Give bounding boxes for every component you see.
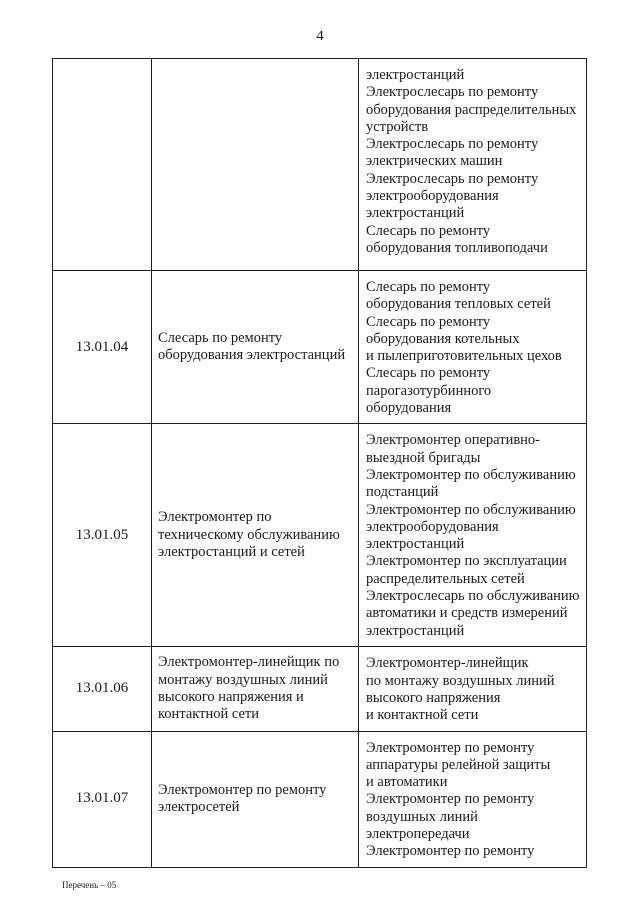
related-profession-line: Электромонтер по ремонту xyxy=(366,791,535,808)
profession-code: 13.01.04 xyxy=(53,271,152,424)
related-profession-line: электрических машин xyxy=(366,153,503,170)
related-profession-line: оборудования распределительных xyxy=(366,101,577,118)
related-profession-line: Электромонтер по ремонту xyxy=(366,739,535,756)
profession-name-line: техническому обслуживанию xyxy=(158,526,340,543)
related-professions xyxy=(359,424,587,647)
profession-name xyxy=(152,731,359,867)
related-profession-line: оборудования котельных xyxy=(366,330,520,347)
profession-name-line: оборудования электростанций xyxy=(158,347,346,364)
profession-name-line: электросетей xyxy=(158,799,240,816)
profession-name-line: Электромонтер по ремонту xyxy=(158,781,327,798)
table-row xyxy=(53,647,587,731)
professions-table xyxy=(52,58,587,868)
profession-name-line: Электромонтер-линейщик по xyxy=(158,654,340,671)
profession-name-line: контактной сети xyxy=(158,706,259,723)
related-profession-line: распределительных сетей xyxy=(366,570,525,587)
related-profession-line: Электромонтер-линейщик xyxy=(366,655,529,672)
profession-name-line: Электромонтер по xyxy=(158,509,272,526)
related-professions xyxy=(359,647,587,731)
related-profession-line: выездной бригады xyxy=(366,449,481,466)
related-profession-line: оборудования xyxy=(366,400,452,417)
professions-table-body xyxy=(53,59,587,868)
profession-name-line: Слесарь по ремонту xyxy=(158,329,283,346)
related-profession-line: Электромонтер по обслуживанию xyxy=(366,501,576,518)
related-profession-line: и пылеприготовительных цехов xyxy=(366,348,562,365)
related-profession-line: устройств xyxy=(366,118,429,135)
profession-name xyxy=(152,59,359,271)
related-professions xyxy=(359,271,587,424)
profession-name-line: высокого напряжения и xyxy=(158,688,304,705)
related-profession-line: подстанций xyxy=(366,484,439,501)
profession-code: 13.01.07 xyxy=(53,731,152,867)
table-row xyxy=(53,271,587,424)
table-row xyxy=(53,731,587,867)
related-profession-line: Электрослесарь по ремонту xyxy=(366,170,539,187)
related-profession-line: электростанций xyxy=(366,205,465,222)
profession-name xyxy=(152,647,359,731)
table-row xyxy=(53,424,587,647)
related-profession-line: и автоматики xyxy=(366,774,448,791)
related-profession-line: аппаратуры релейной защиты xyxy=(366,756,551,773)
related-profession-line: электростанций xyxy=(366,536,465,553)
page-number: 4 xyxy=(316,28,324,44)
related-professions xyxy=(359,731,587,867)
related-profession-line: Слесарь по ремонту xyxy=(366,279,491,295)
related-profession-line: Слесарь по ремонту xyxy=(366,313,491,330)
related-profession-line: по монтажу воздушных линий xyxy=(366,672,555,689)
related-profession-line: электрооборудования xyxy=(366,518,499,535)
related-profession-line: и контактной сети xyxy=(366,707,479,724)
related-profession-line: Слесарь по ремонту xyxy=(366,222,491,239)
profession-code: 13.01.06 xyxy=(53,647,152,731)
related-profession-line: Электромонтер по эксплуатации xyxy=(366,553,567,570)
profession-code: 13.01.05 xyxy=(53,424,152,647)
related-profession-line: Электромонтер по обслуживанию xyxy=(366,466,576,483)
profession-name xyxy=(152,424,359,647)
related-profession-line: высокого напряжения xyxy=(366,689,501,706)
related-profession-line: парогазотурбинного xyxy=(366,382,492,399)
related-profession-line: воздушных линий xyxy=(366,808,478,825)
related-profession-line: электропередачи xyxy=(366,826,470,843)
related-profession-line: электрооборудования xyxy=(366,188,499,205)
related-profession-line: Электрослесарь по обслуживанию xyxy=(366,588,580,605)
related-profession-line: Электромонтер оперативно- xyxy=(366,432,541,449)
footer-label: Перечень – 05 xyxy=(62,880,117,890)
related-profession-line: электростанций xyxy=(366,67,465,83)
profession-name-line: электростанций и сетей xyxy=(158,544,305,561)
related-professions xyxy=(359,59,587,271)
related-profession-line: автоматики и средств измерений xyxy=(366,605,568,622)
related-profession-line: электростанций xyxy=(366,622,465,639)
profession-code xyxy=(53,59,152,271)
table-row xyxy=(53,59,587,271)
related-profession-line: Слесарь по ремонту xyxy=(366,365,491,382)
profession-name-line: монтажу воздушных линий xyxy=(158,671,328,688)
related-profession-line: оборудования тепловых сетей xyxy=(366,296,551,313)
related-profession-line: Электрослесарь по ремонту xyxy=(366,136,539,153)
profession-name xyxy=(152,271,359,424)
related-profession-line: Электрослесарь по ремонту xyxy=(366,84,539,101)
related-profession-line: Электромонтер по ремонту xyxy=(366,843,535,860)
related-profession-line: оборудования топливоподачи xyxy=(366,239,548,256)
